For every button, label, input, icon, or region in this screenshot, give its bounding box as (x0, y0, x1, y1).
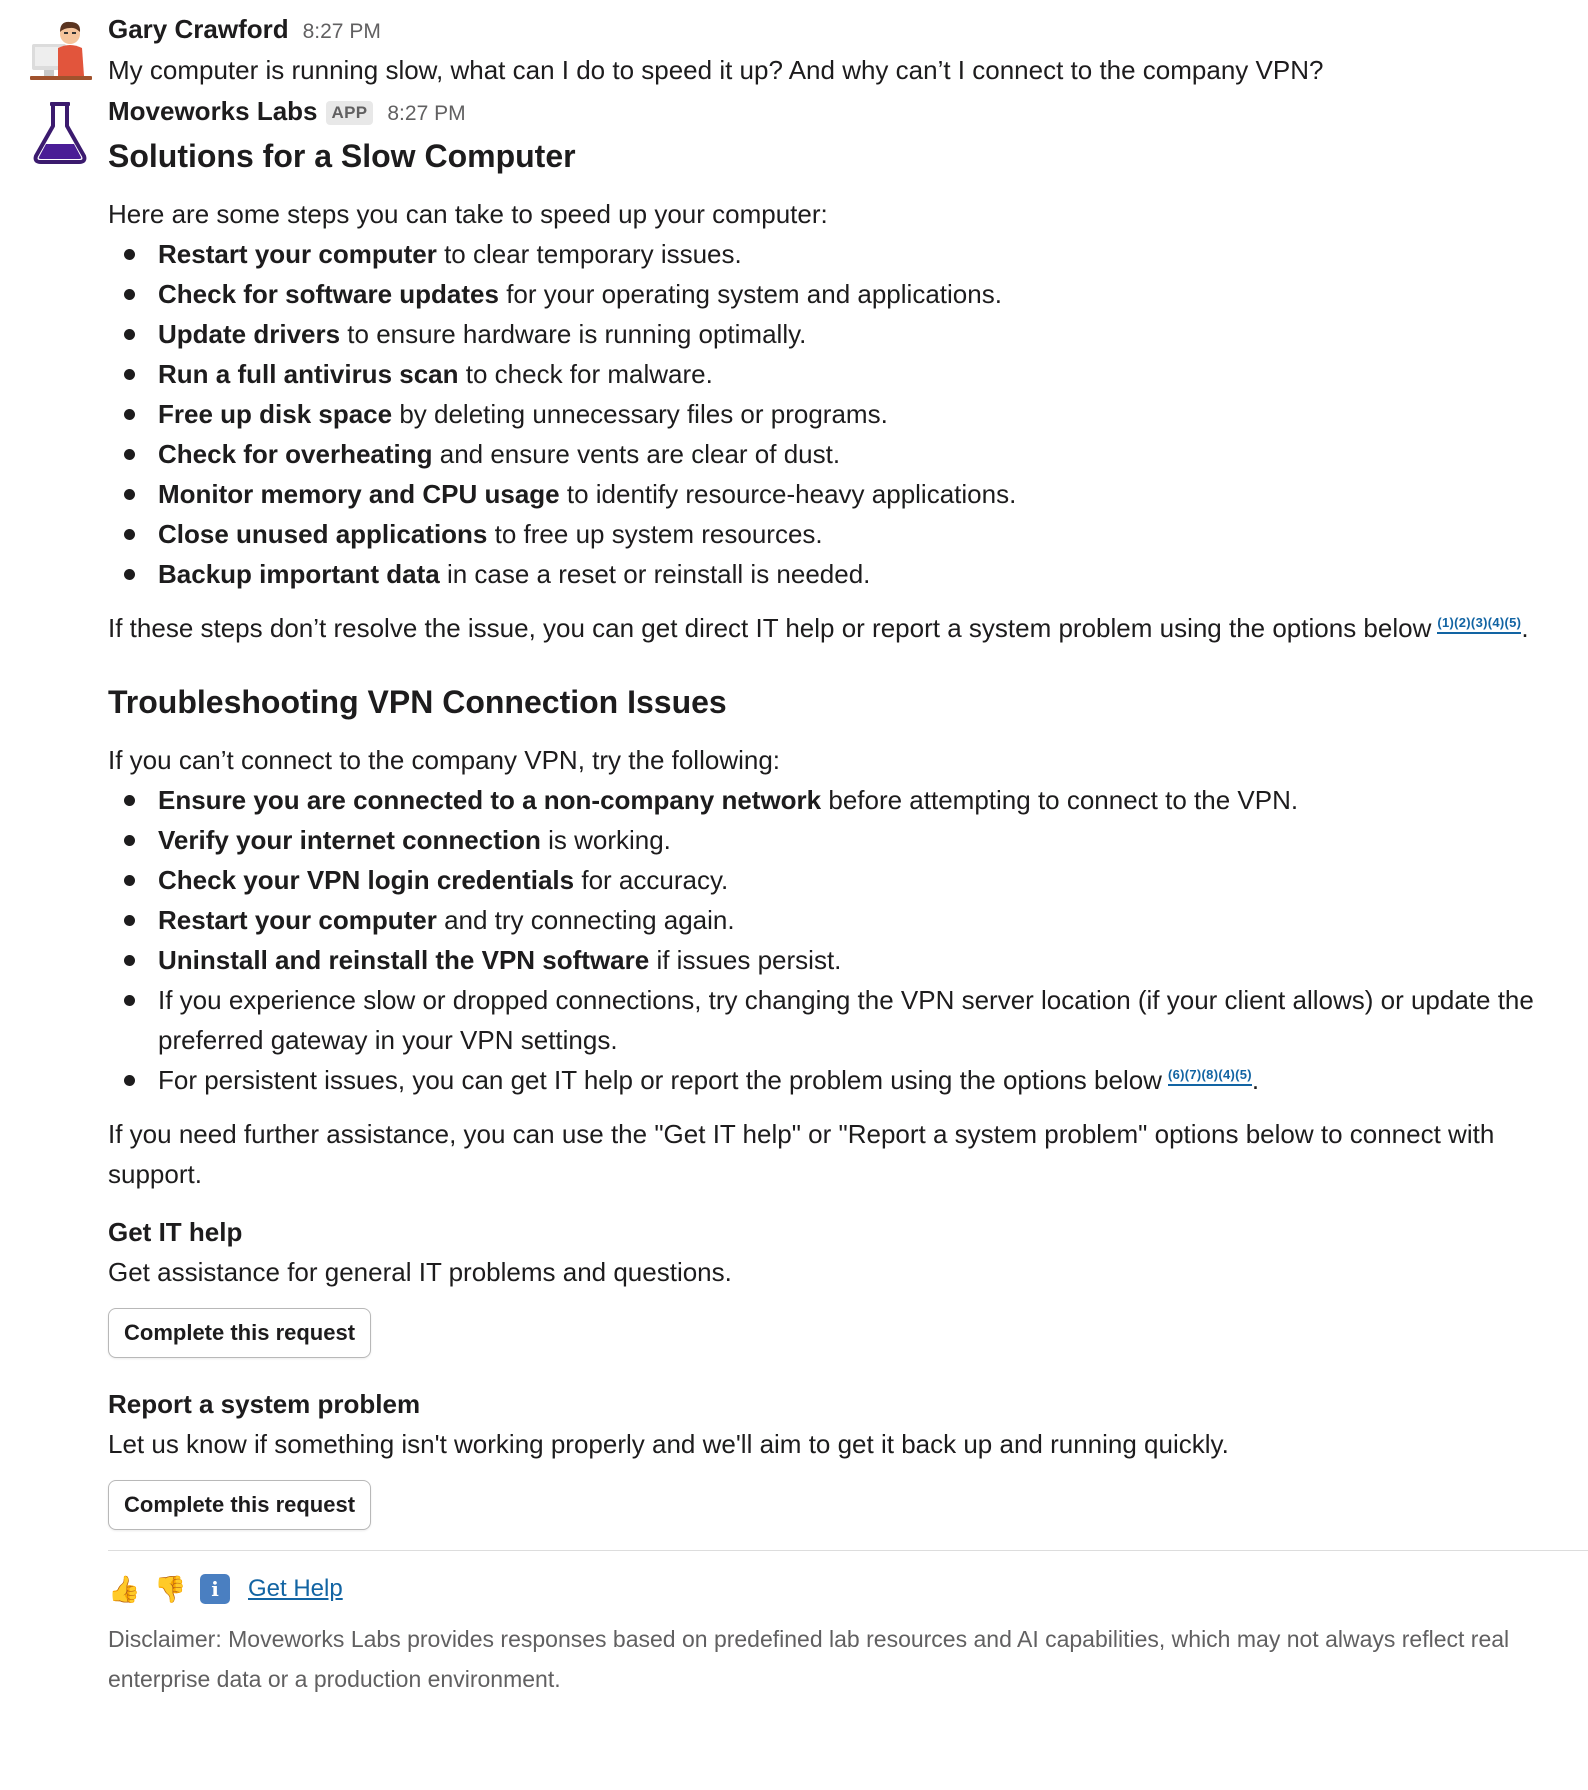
section2-title: Troubleshooting VPN Connection Issues (108, 684, 727, 720)
list-item: Verify your internet connection is working. (108, 820, 1588, 860)
list-item: Ensure you are connected to a non-company network before attempting to connect to the VPN. (108, 780, 1588, 820)
section1-list (108, 234, 1588, 594)
user-avatar[interactable] (28, 18, 94, 84)
option-title-report-problem: Report a system problem (108, 1389, 421, 1419)
user-timestamp[interactable]: 8:27 PM (302, 20, 381, 43)
complete-request-button-report-problem[interactable]: Complete this request (108, 1480, 371, 1530)
user-message-header (108, 14, 1588, 50)
option-description-report-problem: Let us know if something isn't working properly and we'll aim to get it back up and running quickly. (108, 1429, 1229, 1459)
user-avatar-icon (28, 18, 94, 84)
section2-intro: If you can’t connect to the company VPN, try the following: (108, 745, 781, 775)
list-item: Close unused applications to free up system resources. (108, 514, 1588, 554)
flask-icon (28, 100, 94, 166)
disclaimer-text: Disclaimer: Moveworks Labs provides responses based on predefined lab resources and AI capabilities, which may not always reflect real enterprise data or a production environment. (108, 1626, 1510, 1692)
get-help-link[interactable]: Get Help (248, 1575, 343, 1602)
list-item: If you experience slow or dropped connections, try changing the VPN server location (if your client allows) or update the preferred gateway in your VPN settings. (108, 980, 1588, 1060)
citation-link[interactable]: (6)(7)(8)(4)(5) (1168, 1067, 1252, 1086)
option-description-get-it-help: Get assistance for general IT problems and questions. (108, 1257, 732, 1287)
list-item: Restart your computer to clear temporary issues. (108, 234, 1588, 274)
user-message-text: My computer is running slow, what can I do to speed it up? And why can’t I connect to the company VPN? (108, 55, 1324, 85)
list-item: Uninstall and reinstall the VPN software if issues persist. (108, 940, 1588, 980)
complete-request-button-get-it-help[interactable]: Complete this request (108, 1308, 371, 1358)
bot-timestamp[interactable]: 8:27 PM (387, 102, 466, 125)
bot-message-header (108, 96, 1588, 132)
section2-list (108, 780, 1588, 1100)
section1-outro: If these steps don’t resolve the issue, you can get direct IT help or report a system problem using the options below $^{(1)(2)(3)(4)(5)}$. (108, 613, 1529, 643)
feedback-bar (108, 1569, 1588, 1609)
section1-intro: Here are some steps you can take to speed up your computer: (108, 199, 828, 229)
list-item: Restart your computer and try connecting again. (108, 900, 1588, 940)
user-name[interactable]: Gary Crawford (108, 14, 289, 44)
list-item: Run a full antivirus scan to check for malware. (108, 354, 1588, 394)
section1-title: Solutions for a Slow Computer (108, 138, 576, 174)
list-item: Check your VPN login credentials for accuracy. (108, 860, 1588, 900)
list-item: Check for overheating and ensure vents are clear of dust. (108, 434, 1588, 474)
list-item: Free up disk space by deleting unnecessary files or programs. (108, 394, 1588, 434)
bot-name[interactable]: Moveworks Labs (108, 96, 318, 126)
list-item: For persistent issues, you can get IT help or report the problem using the options below $^{(6)(7)(8)(4)(5)}$. (108, 1060, 1588, 1100)
list-item: Update drivers to ensure hardware is running optimally. (108, 314, 1588, 354)
option-title-get-it-help: Get IT help (108, 1217, 243, 1247)
further-assistance-text: If you need further assistance, you can use the "Get IT help" or "Report a system problem" options below to connect with support. (108, 1119, 1495, 1189)
citation-link[interactable]: (1)(2)(3)(4)(5) (1437, 615, 1521, 634)
list-item: Check for software updates for your operating system and applications. (108, 274, 1588, 314)
divider (108, 1550, 1588, 1551)
thumbs-up-icon[interactable]: 👍 (108, 1573, 141, 1604)
info-icon[interactable]: i (200, 1574, 230, 1604)
app-badge: APP (326, 101, 374, 125)
list-item: Monitor memory and CPU usage to identify resource-heavy applications. (108, 474, 1588, 514)
thumbs-down-icon[interactable]: 👎 (154, 1573, 187, 1604)
bot-avatar[interactable] (28, 100, 94, 166)
list-item: Backup important data in case a reset or reinstall is needed. (108, 554, 1588, 594)
